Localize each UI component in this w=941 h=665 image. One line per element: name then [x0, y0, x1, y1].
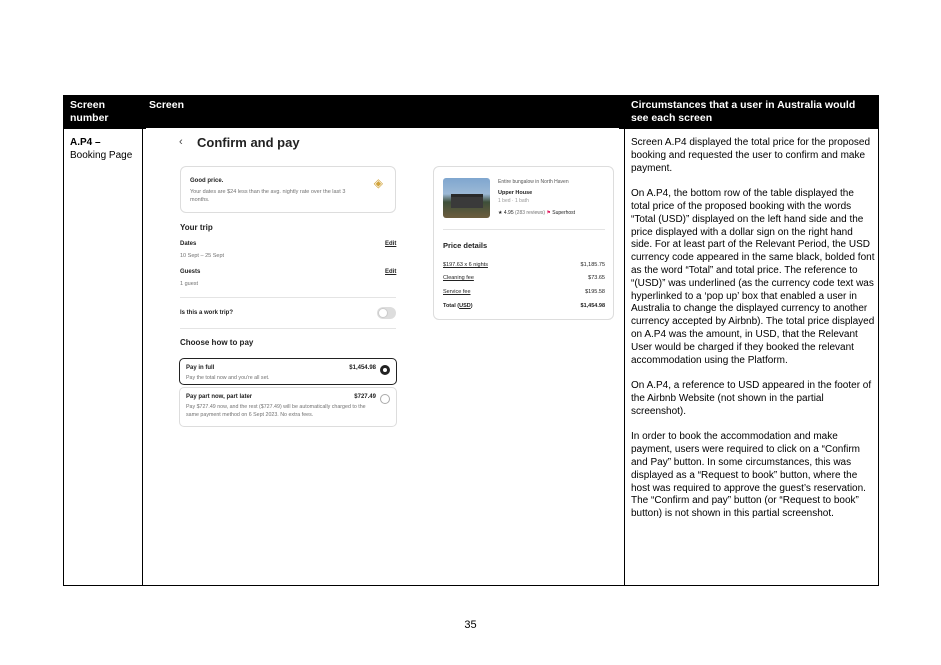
- listing-sub: 1 bed · 1 bath: [498, 198, 529, 204]
- pay-part-title: Pay part now, part later: [186, 394, 253, 400]
- listing-name: Upper House: [498, 190, 533, 196]
- edit-dates-link[interactable]: Edit: [385, 241, 397, 247]
- price-row-label[interactable]: Service fee: [443, 289, 471, 295]
- price-row: [443, 275, 605, 281]
- circumstances-cell: [631, 137, 875, 534]
- dates-value: 10 Sept – 25 Sept: [180, 253, 225, 259]
- work-trip-label: Is this a work trip?: [180, 310, 234, 316]
- good-price-title: Good price.: [190, 178, 224, 184]
- header-screen: Screen: [149, 99, 185, 111]
- screen-number-label: Booking Page: [70, 149, 133, 161]
- total-label-close: ): [470, 303, 473, 309]
- listing-price-card: [433, 166, 614, 320]
- header-circumstances: Circumstances that a user in Australia would see each screen: [631, 99, 856, 124]
- your-trip-heading: Your trip: [180, 223, 213, 232]
- paragraph: In order to book the accommodation and make payment, users were required to click on a “Confirm and Pay” button. In some circumstances, this was displayed as a “Request to book” button, where the host was required to approve the guest’s reservation. The “Confirm and pay” button (or “Request to book” button) is not shown in this partial screenshot.: [631, 431, 866, 520]
- price-row: [443, 289, 605, 295]
- currency-link[interactable]: USD: [459, 303, 471, 309]
- toggle-knob: [378, 308, 388, 318]
- price-row-label[interactable]: Cleaning fee: [443, 275, 474, 281]
- pay-part-option[interactable]: [179, 387, 397, 427]
- rating-value: 4.95: [503, 210, 514, 216]
- header-screen-number: Screen number: [70, 99, 109, 124]
- paragraph: Screen A.P4 displayed the total price for the proposed booking and requested the user to confirm and make payment.: [631, 137, 871, 174]
- good-price-banner: [180, 166, 396, 213]
- review-count: (283 reviews): [515, 210, 546, 216]
- guests-value: 1 guest: [180, 281, 199, 287]
- price-row-value: $1,185.75: [580, 262, 605, 268]
- divider: [180, 328, 396, 329]
- diamond-icon: ◈: [373, 176, 383, 190]
- price-row-label[interactable]: $197.63 x 6 nights: [443, 262, 488, 268]
- radio-unselected[interactable]: [380, 394, 390, 404]
- listing-rating: [498, 210, 575, 216]
- page-number: 35: [464, 619, 477, 631]
- radio-selected[interactable]: [380, 365, 390, 375]
- pay-full-amount: $1,454.98: [349, 365, 376, 371]
- booking-page-screenshot: [146, 128, 619, 428]
- divider: [443, 229, 605, 230]
- chevron-left-icon[interactable]: ‹: [179, 136, 183, 148]
- listing-photo: [443, 178, 490, 218]
- house-image: [451, 194, 483, 208]
- price-row-value: $73.65: [588, 275, 605, 281]
- screen-number: A.P4 –: [70, 137, 101, 148]
- page-title: Confirm and pay: [197, 135, 300, 150]
- work-trip-toggle[interactable]: [377, 307, 396, 319]
- total-label: Total (: [443, 303, 460, 309]
- paragraph: On A.P4, the bottom row of the table displayed the total price of the proposed booking with the words “Total (USD)” displayed on the left hand side and the price displayed with a dollar sign on the right hand side. For at least part of the Relevant Period, the USD currency code appeared in the same black, bolded font as the word “Total” and total price. The reference to “(USD)” was underlined (as the currency code text was hyperlinked to a ‘pop up’ box that enabled a user in Australia to change the displayed currency to another currency accepted by Airbnb). The total price displayed on A.P4 was the amount, in USD, that the Relevant User would be charged if they booked the relevant accommodation using the Platform.: [631, 188, 875, 366]
- paragraph: On A.P4, a reference to USD appeared in the footer of the Airbnb Website (not shown in the partial screenshot).: [631, 380, 872, 417]
- pay-full-description: Pay the total now and you're all set.: [186, 375, 270, 381]
- column-divider: [142, 129, 143, 585]
- pay-part-amount: $727.49: [354, 394, 376, 400]
- guests-label: Guests: [180, 269, 201, 275]
- edit-guests-link[interactable]: Edit: [385, 269, 397, 275]
- total-row: [443, 303, 605, 309]
- superhost-label: Superhost: [552, 210, 576, 216]
- price-row: [443, 262, 605, 268]
- choose-pay-heading: Choose how to pay: [180, 338, 254, 347]
- table-header-row: [64, 96, 878, 129]
- dates-label: Dates: [180, 241, 197, 247]
- listing-type: Entire bungalow in North Haven: [498, 179, 569, 185]
- column-divider: [624, 129, 625, 585]
- pay-part-description: Pay $727.49 now, and the rest ($727.49) will be automatically charged to the same payment method on 6 Sept 2023. No extra fees.: [186, 404, 366, 418]
- pay-in-full-option[interactable]: [179, 358, 397, 385]
- total-value: $1,454.98: [580, 303, 605, 309]
- superhost-icon: ⚑: [546, 210, 551, 216]
- price-row-value: $195.58: [585, 289, 605, 295]
- good-price-body: Your dates are $24 less than the avg. nightly rate over the last 3 months.: [190, 189, 346, 203]
- star-icon: ★: [498, 210, 503, 216]
- pay-full-title: Pay in full: [186, 365, 215, 371]
- divider: [180, 297, 396, 298]
- screen-number-cell: [70, 137, 140, 162]
- price-details-heading: Price details: [443, 241, 488, 250]
